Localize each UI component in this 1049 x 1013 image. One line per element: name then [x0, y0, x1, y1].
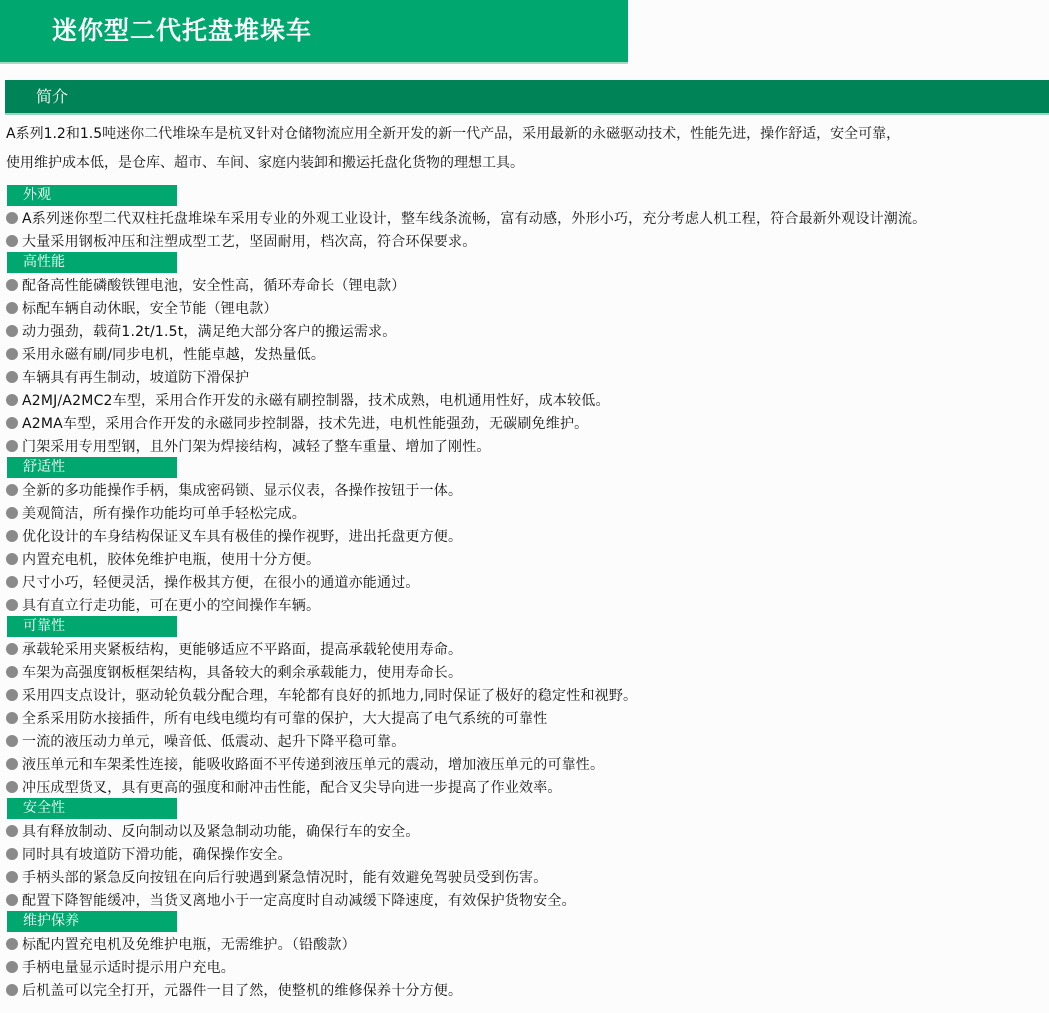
bullet-dot-icon: [6, 302, 18, 314]
bullet-dot-icon: [6, 894, 18, 906]
section-reliability: [6, 616, 1049, 798]
bullet-dot-icon: [6, 212, 18, 224]
list-item-text: 优化设计的车身结构保证叉车具有极佳的操作视野，进出托盘更方便。: [22, 528, 463, 545]
bullet-dot-icon: [6, 417, 18, 429]
bullet-dot-icon: [6, 394, 18, 406]
section-title: 维护保养: [7, 911, 177, 932]
bullet-list: [6, 478, 1049, 616]
list-item-text: 采用永磁有刷/同步电机，性能卓越，发热量低。: [22, 346, 326, 363]
list-item: [6, 752, 1049, 775]
bullet-dot-icon: [6, 712, 18, 724]
bullet-dot-icon: [6, 235, 18, 247]
list-item: [6, 978, 1049, 1001]
list-item: [6, 547, 1049, 570]
bullet-list: [6, 819, 1049, 911]
page-title: 迷你型二代托盘堆垛车: [52, 16, 313, 45]
bullet-dot-icon: [6, 530, 18, 542]
section-title: 外观: [7, 185, 177, 206]
bullet-dot-icon: [6, 666, 18, 678]
list-item-text: 同时具有坡道防下滑功能，确保操作安全。: [22, 846, 292, 863]
list-item-text: 采用四支点设计，驱动轮负载分配合理，车轮都有良好的抓地力,同时保证了极好的稳定性和视野。: [22, 687, 638, 704]
list-item: [6, 388, 1049, 411]
list-item-text: 手柄头部的紧急反向按钮在向后行驶遇到紧急情况时，能有效避免驾驶员受到伤害。: [22, 869, 548, 886]
section-title: 可靠性: [7, 616, 177, 637]
bullet-dot-icon: [6, 440, 18, 452]
title-banner: [0, 0, 628, 64]
list-item: [6, 434, 1049, 457]
bullet-dot-icon: [6, 984, 18, 996]
list-item-text: A系列迷你型二代双柱托盘堆垛车采用专业的外观工业设计，整车线条流畅，富有动感，外形小巧，充分考虑人机工程，符合最新外观设计潮流。: [22, 210, 927, 227]
bullet-dot-icon: [6, 781, 18, 793]
list-item-text: 车辆具有再生制动，坡道防下滑保护: [22, 369, 250, 386]
list-item-text: 大量采用钢板冲压和注塑成型工艺，坚固耐用，档次高，符合环保要求。: [22, 233, 477, 250]
bullet-dot-icon: [6, 576, 18, 588]
bullet-dot-icon: [6, 961, 18, 973]
list-item: [6, 342, 1049, 365]
bullet-dot-icon: [6, 325, 18, 337]
bullet-dot-icon: [6, 848, 18, 860]
list-item-text: 一流的液压动力单元，噪音低、低震动、起升下降平稳可靠。: [22, 733, 406, 750]
bullet-dot-icon: [6, 371, 18, 383]
intro-paragraph: [6, 120, 1046, 178]
list-item: [6, 842, 1049, 865]
bullet-dot-icon: [6, 643, 18, 655]
section-maintenance: [6, 911, 1049, 1001]
list-item: [6, 888, 1049, 911]
list-item: [6, 206, 1049, 229]
intro-section-header: [5, 80, 1049, 115]
bullet-dot-icon: [6, 825, 18, 837]
list-item-text: A2MA车型，采用合作开发的永磁同步控制器，技术先进，电机性能强劲，无碳刷免维护。: [22, 415, 589, 432]
bullet-dot-icon: [6, 758, 18, 770]
list-item: [6, 729, 1049, 752]
intro-line: A系列1.2和1.5吨迷你二代堆垛车是杭叉针对仓储物流应用全新开发的新一代产品，采用最新的永磁驱动技术，性能先进，操作舒适，安全可靠，: [6, 126, 901, 142]
bullet-list: [6, 637, 1049, 798]
bullet-list: [6, 206, 1049, 252]
list-item-text: 配置下降智能缓冲，当货叉离地小于一定高度时自动减缓下降速度，有效保护货物安全。: [22, 892, 576, 909]
list-item: [6, 524, 1049, 547]
section-title: 舒适性: [7, 457, 177, 478]
bullet-dot-icon: [6, 553, 18, 565]
list-item-text: 具有释放制动、反向制动以及紧急制动功能，确保行车的安全。: [22, 823, 420, 840]
list-item: [6, 570, 1049, 593]
bullet-dot-icon: [6, 484, 18, 496]
list-item: [6, 319, 1049, 342]
list-item-text: 车架为高强度钢板框架结构，具备较大的剩余承载能力，使用寿命长。: [22, 664, 463, 681]
list-item-text: 液压单元和车架柔性连接，能吸收路面不平传递到液压单元的震动，增加液压单元的可靠性。: [22, 756, 605, 773]
list-item: [6, 229, 1049, 252]
bullet-dot-icon: [6, 599, 18, 611]
section-title: 安全性: [7, 798, 177, 819]
list-item-text: 门架采用专用型钢，且外门架为焊接结构，减轻了整车重量、增加了刚性。: [22, 438, 491, 455]
list-item-text: 冲压成型货叉，具有更高的强度和耐冲击性能，配合叉尖导向进一步提高了作业效率。: [22, 779, 562, 796]
list-item-text: 全新的多功能操作手柄，集成密码锁、显示仪表，各操作按钮于一体。: [22, 482, 463, 499]
feature-sections: [6, 185, 1049, 1001]
list-item: [6, 365, 1049, 388]
bullet-dot-icon: [6, 938, 18, 950]
bullet-dot-icon: [6, 735, 18, 747]
list-item: [6, 637, 1049, 660]
list-item: [6, 819, 1049, 842]
list-item-text: 动力强劲，载荷1.2t/1.5t，满足绝大部分客户的搬运需求。: [22, 323, 397, 340]
list-item-text: 具有直立行走功能，可在更小的空间操作车辆。: [22, 597, 321, 614]
section-appearance: [6, 185, 1049, 252]
list-item-text: 美观简洁，所有操作功能均可单手轻松完成。: [22, 505, 306, 522]
list-item-text: 后机盖可以完全打开，元器件一目了然，使整机的维修保养十分方便。: [22, 982, 463, 999]
list-item: [6, 501, 1049, 524]
list-item-text: 配备高性能磷酸铁锂电池，安全性高，循环寿命长（锂电款）: [22, 277, 406, 294]
bullet-dot-icon: [6, 279, 18, 291]
list-item-text: 标配内置充电机及免维护电瓶，无需维护。（铅酸款）: [22, 936, 356, 953]
section-title: 高性能: [7, 252, 177, 273]
intro-line: 使用维护成本低，是仓库、超市、车间、家庭内装卸和搬运托盘化货物的理想工具。: [6, 155, 524, 171]
list-item-text: 承载轮采用夹紧板结构，更能够适应不平路面，提高承载轮使用寿命。: [22, 641, 463, 658]
bullet-list: [6, 273, 1049, 457]
bullet-dot-icon: [6, 871, 18, 883]
bullet-dot-icon: [6, 507, 18, 519]
list-item-text: 手柄电量显示适时提示用户充电。: [22, 959, 235, 976]
bullet-dot-icon: [6, 348, 18, 360]
intro-section-label: 简介: [36, 87, 69, 106]
section-performance: [6, 252, 1049, 457]
list-item: [6, 932, 1049, 955]
list-item: [6, 865, 1049, 888]
list-item-text: 全系采用防水接插件，所有电线电缆均有可靠的保护，大大提高了电气系统的可靠性: [22, 710, 548, 727]
bullet-list: [6, 932, 1049, 1001]
list-item: [6, 683, 1049, 706]
list-item-text: 尺寸小巧，轻便灵活，操作极其方便，在很小的通道亦能通过。: [22, 574, 420, 591]
bullet-dot-icon: [6, 689, 18, 701]
list-item: [6, 411, 1049, 434]
section-safety: [6, 798, 1049, 911]
list-item: [6, 706, 1049, 729]
section-comfort: [6, 457, 1049, 616]
list-item: [6, 593, 1049, 616]
list-item: [6, 296, 1049, 319]
list-item-text: 内置充电机，胶体免维护电瓶，使用十分方便。: [22, 551, 321, 568]
list-item: [6, 775, 1049, 798]
list-item-text: A2MJ/A2MC2车型，采用合作开发的永磁有刷控制器，技术成熟，电机通用性好，成本较低。: [22, 392, 610, 409]
list-item: [6, 955, 1049, 978]
list-item: [6, 660, 1049, 683]
list-item: [6, 478, 1049, 501]
list-item: [6, 273, 1049, 296]
list-item-text: 标配车辆自动休眠，安全节能（锂电款）: [22, 300, 278, 317]
